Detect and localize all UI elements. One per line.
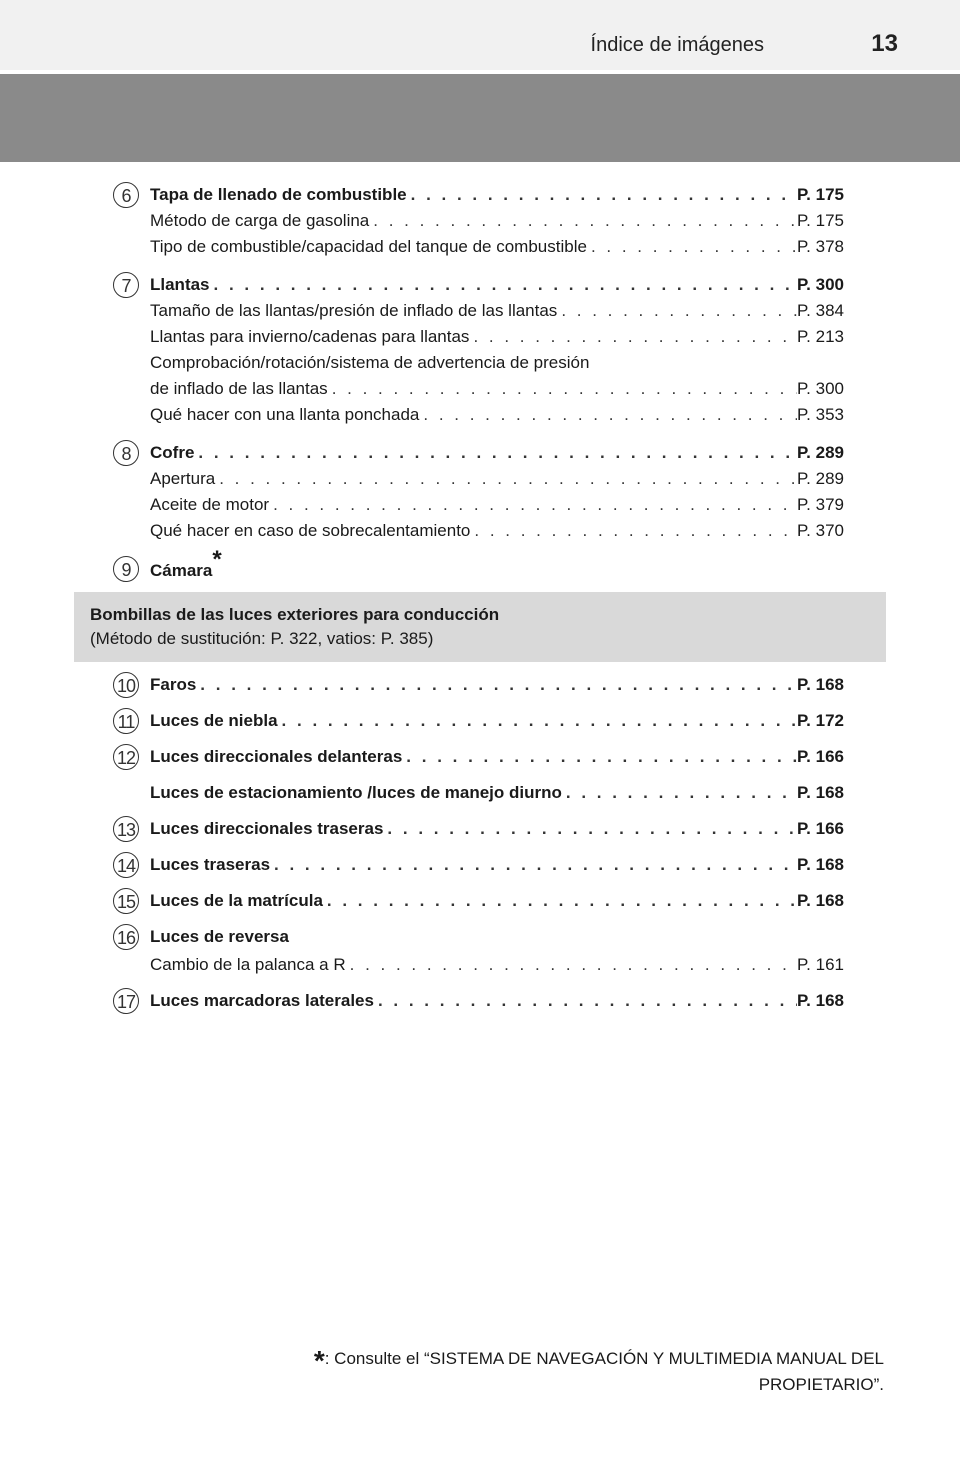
entry-page: P. 172	[797, 711, 844, 730]
leader-dots	[419, 402, 797, 428]
header-title: Índice de imágenes	[590, 34, 764, 56]
entry-label: Luces de estacionamiento /luces de manejo diurno	[150, 783, 562, 802]
entry-page: P. 168	[797, 783, 844, 802]
entry-page: P. 161	[797, 955, 844, 974]
index-entry[interactable]	[150, 402, 844, 428]
index-entry-camera[interactable]	[150, 546, 844, 584]
asterisk-mark: *	[212, 546, 222, 574]
callout-marker-12: 12	[113, 744, 139, 770]
leader-dots	[270, 852, 797, 878]
entry-page: P. 168	[797, 891, 844, 910]
index-entry[interactable]	[150, 324, 844, 350]
index-entry[interactable]	[150, 888, 844, 914]
entry-label: Qué hacer en caso de sobrecalentamiento	[150, 521, 471, 540]
index-entry[interactable]	[150, 852, 844, 878]
entry-label: Qué hacer con una llanta ponchada	[150, 405, 420, 424]
leader-dots	[557, 298, 797, 324]
entry-label: Cambio de la palanca a R	[150, 955, 346, 974]
callout-marker-13: 13	[113, 816, 139, 842]
leader-dots	[210, 272, 798, 298]
callout-marker-16: 16	[113, 924, 139, 950]
index-entry[interactable]	[150, 376, 844, 402]
entry-page: P. 168	[797, 675, 844, 694]
entry-label: Luces direccionales delanteras	[150, 747, 403, 766]
index-entry[interactable]	[150, 440, 844, 466]
entry-page: P. 175	[797, 211, 844, 230]
leader-dots	[383, 816, 797, 842]
index-entry[interactable]	[150, 744, 844, 770]
callout-marker-6: 6	[113, 182, 139, 208]
index-entry[interactable]	[150, 208, 844, 234]
entry-label: Llantas para invierno/cadenas para llantas	[150, 327, 470, 346]
entry-label: Aceite de motor	[150, 495, 270, 514]
entry-label	[150, 546, 222, 580]
entry-page: P. 300	[797, 275, 844, 294]
index-entry[interactable]	[150, 466, 844, 492]
entry-page: P. 166	[797, 747, 844, 766]
entry-label: Método de carga de gasolina	[150, 211, 370, 230]
index-entry[interactable]	[150, 298, 844, 324]
footnote-text: : Consulte el “SISTEMA DE NAVEGACIÓN Y MULTIMEDIA MANUAL DEL	[324, 1349, 884, 1368]
index-entry[interactable]	[150, 492, 844, 518]
page-header	[0, 0, 960, 70]
camera-label-text: Cámara	[150, 561, 213, 580]
entry-label: Tipo de combustible/capacidad del tanque de combustible	[150, 237, 587, 256]
index-entry[interactable]	[150, 816, 844, 842]
footnote	[84, 1342, 884, 1398]
entry-page: P. 213	[797, 327, 844, 346]
index-entry[interactable]	[150, 708, 844, 734]
callout-marker-15: 15	[113, 888, 139, 914]
entry-label: Luces de niebla	[150, 711, 278, 730]
callout-marker-14: 14	[113, 852, 139, 878]
index-entry[interactable]	[150, 952, 844, 978]
entry-label: Luces direccionales traseras	[150, 819, 384, 838]
callout-marker-7: 7	[113, 272, 139, 298]
index-entry[interactable]	[150, 272, 844, 298]
leader-dots	[587, 234, 797, 260]
header-band	[0, 74, 960, 162]
entry-label: de inflado de las llantas	[150, 379, 328, 398]
entry-page: P. 166	[797, 819, 844, 838]
entry-page: P. 384	[797, 301, 844, 320]
entry-label: Cofre	[150, 443, 195, 462]
leader-dots	[374, 988, 797, 1014]
leader-dots	[328, 376, 797, 402]
entry-page: P. 379	[797, 495, 844, 514]
entry-page: P. 175	[797, 185, 844, 204]
entry-page: P. 168	[797, 855, 844, 874]
leader-dots	[402, 744, 797, 770]
entry-page: P. 289	[797, 469, 844, 488]
leader-dots	[369, 208, 797, 234]
leader-dots	[269, 492, 797, 518]
entry-label: Luces de la matrícula	[150, 891, 323, 910]
entry-label: Llantas	[150, 275, 210, 294]
entry-label: Tamaño de las llantas/presión de inflado de las llantas	[150, 301, 558, 320]
entry-label: Luces marcadoras laterales	[150, 991, 374, 1010]
index-entry[interactable]	[150, 988, 844, 1014]
index-entry-continued	[150, 350, 844, 376]
index-entry[interactable]	[150, 518, 844, 544]
index-entry[interactable]	[150, 234, 844, 260]
leader-dots	[194, 440, 797, 466]
index-entry[interactable]	[150, 672, 844, 698]
callout-marker-10: 10	[113, 672, 139, 698]
entry-page: P. 168	[797, 991, 844, 1010]
leader-dots	[346, 952, 797, 978]
leader-dots	[407, 182, 797, 208]
entry-page: P. 378	[797, 237, 844, 256]
entry-label: Apertura	[150, 469, 216, 488]
index-entry[interactable]	[150, 780, 844, 806]
entry-page: P. 370	[797, 521, 844, 540]
entry-label: Tapa de llenado de combustible	[150, 185, 407, 204]
callout-marker-8: 8	[113, 440, 139, 466]
entry-page: P. 353	[797, 405, 844, 424]
entry-page: P. 300	[797, 379, 844, 398]
section-title: Bombillas de las luces exteriores para conducción	[90, 605, 500, 624]
section-header-box	[74, 592, 886, 662]
callout-marker-17: 17	[113, 988, 139, 1014]
footnote-line-1	[84, 1342, 884, 1376]
page-number: 13	[871, 30, 898, 57]
callout-marker-9: 9	[113, 556, 139, 582]
footnote-line-2: PROPIETARIO”.	[758, 1375, 884, 1394]
index-entry[interactable]	[150, 924, 844, 950]
leader-dots	[215, 466, 797, 492]
leader-dots	[469, 324, 797, 350]
section-subtitle: (Método de sustitución: P. 322, vatios: P. 385)	[90, 629, 434, 648]
leader-dots	[470, 518, 797, 544]
leader-dots	[196, 672, 797, 698]
entry-label: Luces traseras	[150, 855, 271, 874]
entry-label: Comprobación/rotación/sistema de advertencia de presión	[150, 353, 590, 372]
entry-label: Faros	[150, 675, 197, 694]
entry-page: P. 289	[797, 443, 844, 462]
callout-marker-11: 11	[113, 708, 139, 734]
leader-dots	[278, 708, 797, 734]
asterisk-mark: *	[313, 1345, 325, 1376]
leader-dots	[323, 888, 797, 914]
entry-label: Luces de reversa	[150, 927, 289, 946]
leader-dots	[562, 780, 797, 806]
index-entry[interactable]	[150, 182, 844, 208]
